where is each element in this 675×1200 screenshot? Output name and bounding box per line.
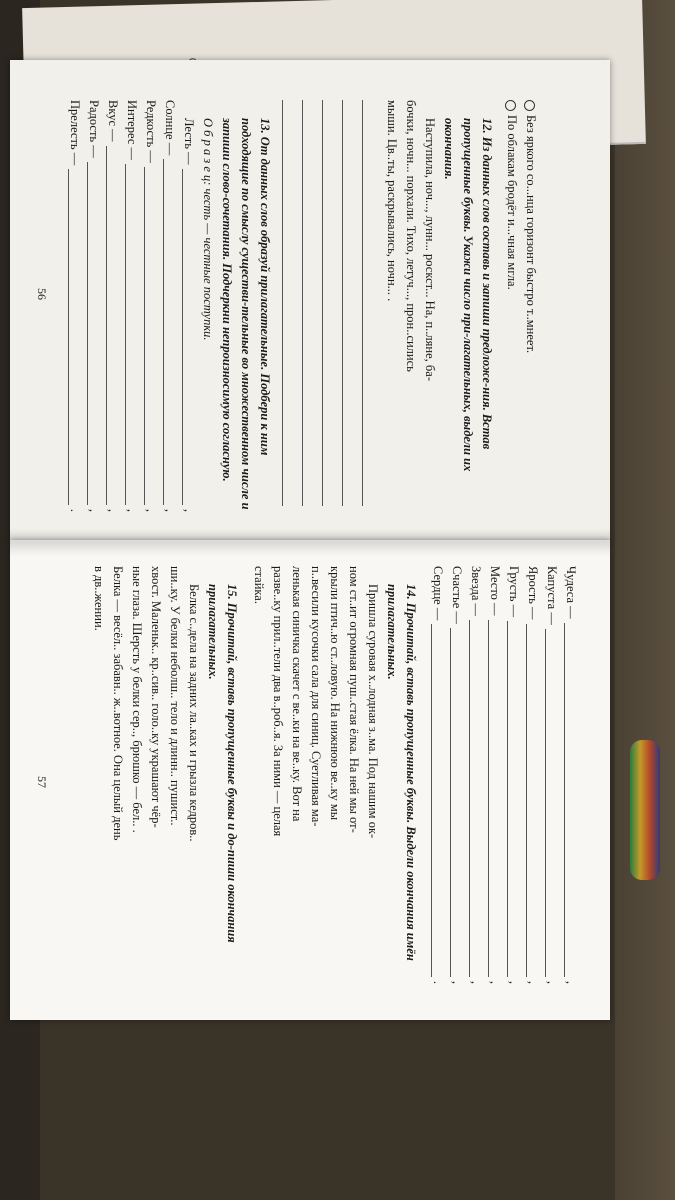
task-12-line: бочки, ночн... порхали. Тихо, летуч..., прон..сились (404, 100, 418, 372)
answer-line[interactable] (507, 621, 522, 977)
task-12-title: 12. Из данных слов составь и запиши предложе-ния. Встав пропущенные буквы. Укажи число при-лагательных, выдели их окончания. (442, 118, 494, 472)
answer-line[interactable] (545, 629, 560, 977)
word-answer-row: Грусть — , (507, 566, 521, 984)
task-14-line: ленькая синичка скачет с ве..ки на ве..ку. Вот на (290, 566, 304, 822)
answer-line[interactable] (68, 169, 83, 505)
sentence-line: Без яркого со...нца горизонт быстро т..мнеет. (521, 100, 540, 512)
answer-line[interactable] (362, 100, 382, 506)
task-13-sample: О б р а з е ц: честь — честные поступки. (201, 118, 215, 341)
answer-line[interactable] (282, 100, 302, 506)
answer-line[interactable] (450, 628, 465, 977)
task-14-line: крыли птич..ю ст..ловую. На нижнюю ве..ку мы (328, 566, 342, 821)
word-answer-row: Прелесть — . (68, 100, 82, 512)
task-15-line: ные глаза. Шерсть у белки сер.., брюшко — бел.. . (130, 566, 144, 833)
task-14-line: ном ст..ит огромная пуш..стая ёлка. На ней мы от- (347, 566, 361, 833)
answer-line[interactable] (87, 162, 102, 505)
answer-line[interactable] (163, 159, 178, 505)
word-answer-row: Ярость — , (526, 566, 540, 984)
task-15-line: Белка — весёл.. забавн.. ж..вотное. Она целый день (111, 566, 125, 841)
task-14-line: Пришла суровая х..лодная з..ма. Под нашим ок- (366, 584, 380, 839)
word-answer-row: Лесть — , (182, 118, 196, 512)
word-answer-row: Интерес — , (125, 100, 139, 512)
task-15-title: 15. Прочитай, вставь пропущенные буквы и до-пиши окончания прилагательных. (206, 584, 239, 943)
task-12-line: Наступила, ноч..., лунн... роскст... На, п..ляне, ба- (423, 118, 437, 381)
answer-line[interactable] (144, 167, 159, 505)
word-answer-row: Редкость — , (144, 100, 158, 512)
word-answer-row: Солнце — , (163, 100, 177, 512)
book-rotated (10, 60, 610, 1020)
word-answer-row: Счастье — , (450, 566, 464, 984)
answer-line[interactable] (322, 100, 342, 506)
word-answer-row: Вкус — , (106, 100, 120, 512)
circle-marker-icon (505, 100, 516, 111)
task-14-line: стайка. (252, 566, 266, 604)
answer-line[interactable] (564, 623, 579, 977)
word-answer-row: Звезда — , (469, 566, 483, 984)
answer-line[interactable] (182, 169, 197, 505)
workbook-spread (10, 60, 675, 1020)
word-answer-row: Место — , (488, 566, 502, 984)
sentence-line: По облакам бродёт и...чная мгла. (502, 100, 521, 512)
task-15-line: хвост. Маленьк.. кр..сив.. голо..ку украшают чёр- (149, 566, 163, 828)
task-14-title: 14. Прочитай, вставь пропущенные буквы. Выдели окончания имён прилагательных. (385, 584, 418, 961)
answer-line[interactable] (431, 624, 446, 977)
answer-line[interactable] (526, 624, 541, 977)
page-57 (10, 540, 610, 1020)
task-14-line: разве..ку прил..тели два в..роб..я. За ними — целая (271, 566, 285, 837)
task-12-line: мыши. Цв..ты, раскрывались, ночн... . (385, 100, 399, 302)
word-answer-row: Чудеса — , (564, 566, 578, 984)
task-13-title: 13. От данных слов образуй прилагательные. Подбери к ним подходящие по смыслу существи-тельные во множественном числе и запиши слово-сочетания. Подчеркни непроизносимую согласную. (220, 118, 272, 510)
answer-line[interactable] (302, 100, 322, 506)
word-answer-row: Сердце — . (431, 566, 445, 984)
task-15-line: ши..ку. У белки неболш.. тело и длинн.. пушист.. (168, 566, 182, 826)
task-15-line: в дв..жении. (92, 566, 106, 631)
answer-line[interactable] (469, 620, 484, 977)
answer-line[interactable] (106, 146, 121, 505)
answer-line[interactable] (125, 164, 140, 505)
task-15-line: Белка с..дела на задних ла..ках и грызла кедров.. (187, 584, 201, 842)
answer-line[interactable] (488, 620, 503, 977)
word-answer-row: Капуста — , (545, 566, 559, 984)
word-answer-row: Радость — , (87, 100, 101, 512)
circle-marker-icon (524, 100, 535, 111)
page-number: 57 (35, 776, 49, 788)
book-gutter (10, 528, 610, 556)
page-56-content (65, 100, 540, 512)
page-number: 56 (35, 288, 49, 300)
task-14-line: п..весили кусочки сала для синиц. Суетливая ма- (309, 566, 323, 827)
page-56 (10, 60, 610, 542)
answer-line[interactable] (342, 100, 362, 506)
page-57-content (89, 566, 580, 984)
